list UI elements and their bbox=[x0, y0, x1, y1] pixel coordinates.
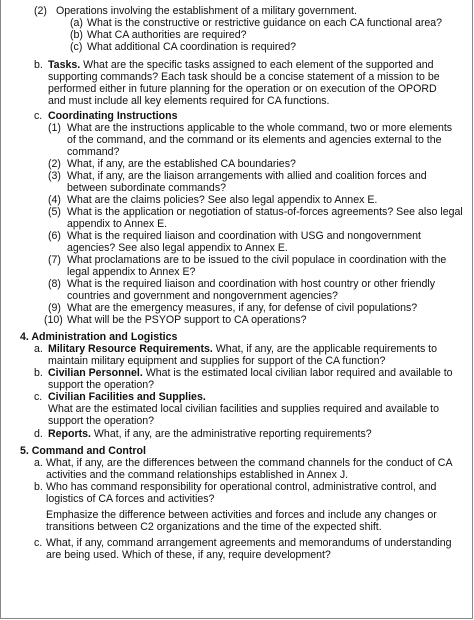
item-letter: c. bbox=[34, 391, 43, 403]
paragraph-line: and must include all key elements required for CA functions. bbox=[48, 95, 330, 107]
paragraph-heading: Civilian Facilities and Supplies. bbox=[48, 391, 206, 403]
paragraph-line: support the operation? bbox=[48, 415, 155, 427]
item-letter: b. bbox=[34, 367, 43, 379]
item-line: What is the application or negotiation of status-of-forces agreements? See also legal bbox=[67, 206, 463, 218]
paragraph-heading: Civilian Personnel. bbox=[48, 367, 143, 379]
item-letter: a. bbox=[34, 457, 43, 469]
paragraph-line bbox=[48, 428, 372, 440]
item-line: What proclamations are to be issued to the civil populace in coordination with the bbox=[67, 254, 447, 266]
item-letter: c. bbox=[34, 110, 43, 122]
paragraph-text: What, if any, are the administrative reporting requirements? bbox=[90, 428, 372, 440]
item-letter: d. bbox=[34, 428, 43, 440]
item-letter: b. bbox=[34, 481, 43, 493]
item-letter: b. bbox=[34, 59, 43, 71]
section-heading: 4. Administration and Logistics bbox=[20, 331, 178, 343]
item-number: (7) bbox=[48, 254, 61, 266]
paragraph-heading: Military Resource Requirements. bbox=[48, 343, 213, 355]
item-number: (2) bbox=[48, 158, 61, 170]
item-line: What is the required liaison and coordination with host country or other friendly bbox=[67, 278, 436, 290]
subitem-letter: (a) bbox=[70, 17, 83, 29]
subitem-text: What is the constructive or restrictive guidance on each CA functional area? bbox=[87, 17, 443, 29]
paragraph-line: transitions between C2 organizations and the time of the expected shift. bbox=[46, 521, 382, 533]
paragraph-line: supporting commands? Each task should be a concise statement of a mission to be bbox=[48, 71, 440, 83]
item-line: What are the claims policies? See also legal appendix to Annex E. bbox=[67, 194, 378, 206]
item-line: What, if any, are the established CA boundaries? bbox=[67, 158, 296, 170]
item-number: (1) bbox=[48, 122, 61, 134]
item-line: legal appendix to Annex E? bbox=[67, 266, 196, 278]
paragraph-line: Who has command responsibility for operational control, administrative control, and bbox=[46, 481, 437, 493]
subitem-text: What CA authorities are required? bbox=[87, 29, 247, 41]
item-text: Operations involving the establishment of a military government. bbox=[56, 5, 357, 17]
paragraph-line: activities and the command relationships established in Annex J. bbox=[46, 469, 349, 481]
paragraph-heading: Coordinating Instructions bbox=[48, 110, 178, 122]
item-number: (10) bbox=[44, 314, 63, 326]
item-line: What are the emergency measures, if any, for defense of civil populations? bbox=[67, 302, 418, 314]
paragraph-line: are being used. Which of these, if any, require development? bbox=[46, 549, 331, 561]
item-line: countries and government and nongovernment agencies? bbox=[67, 290, 338, 302]
paragraph-text: What is the estimated local civilian labor required and available to bbox=[142, 367, 453, 379]
item-line: agencies? See also legal appendix to Annex E. bbox=[67, 242, 288, 254]
item-number: (2) bbox=[34, 5, 47, 17]
paragraph-line: What, if any, command arrangement agreements and memorandums of understanding bbox=[46, 537, 452, 549]
paragraph-heading: Tasks. bbox=[48, 59, 81, 71]
item-number: (6) bbox=[48, 230, 61, 242]
paragraph-line bbox=[48, 343, 437, 355]
paragraph-line bbox=[48, 367, 453, 379]
item-line: What is the required liaison and coordination with USG and nongovernment bbox=[67, 230, 421, 242]
item-number: (9) bbox=[48, 302, 61, 314]
item-letter: c. bbox=[34, 537, 43, 549]
paragraph-line: What, if any, are the differences between the command channels for the conduct of CA bbox=[46, 457, 453, 469]
paragraph-line: maintain military equipment and supplies for support of the CA function? bbox=[48, 355, 386, 367]
item-number: (4) bbox=[48, 194, 61, 206]
section-heading: 5. Command and Control bbox=[20, 445, 146, 457]
subitem-letter: (b) bbox=[70, 29, 83, 41]
paragraph-text: What are the specific tasks assigned to each element of the supported and bbox=[83, 59, 434, 71]
item-letter: a. bbox=[34, 343, 43, 355]
item-number: (8) bbox=[48, 278, 61, 290]
paragraph-line bbox=[48, 59, 434, 71]
item-line: What, if any, are the liaison arrangements with allied and coalition forces and bbox=[67, 170, 427, 182]
item-number: (3) bbox=[48, 170, 61, 182]
item-line: What are the instructions applicable to the whole command, two or more elements bbox=[67, 122, 453, 134]
item-line: What will be the PSYOP support to CA operations? bbox=[67, 314, 307, 326]
subitem-letter: (c) bbox=[70, 41, 83, 53]
subitem-text: What additional CA coordination is required? bbox=[87, 41, 297, 53]
paragraph-line: performed either in future planning for the operation or on execution of the OPORD bbox=[48, 83, 437, 95]
paragraph-line: logistics of CA forces and activities? bbox=[46, 493, 215, 505]
item-number: (5) bbox=[48, 206, 61, 218]
paragraph-heading: Reports. bbox=[48, 428, 91, 440]
item-line: appendix to Annex E. bbox=[67, 218, 168, 230]
paragraph-line: support the operation? bbox=[48, 379, 155, 391]
item-line: of the command, and the command or its elements and agencies external to the bbox=[67, 134, 442, 146]
paragraph-text: What, if any, are the applicable requirements to bbox=[212, 343, 438, 355]
item-line: command? bbox=[67, 146, 120, 158]
item-line: between subordinate commands? bbox=[67, 182, 227, 194]
paragraph-line: Emphasize the difference between activities and forces and include any changes or bbox=[46, 509, 437, 521]
paragraph-line: What are the estimated local civilian facilities and supplies required and available to bbox=[48, 403, 440, 415]
